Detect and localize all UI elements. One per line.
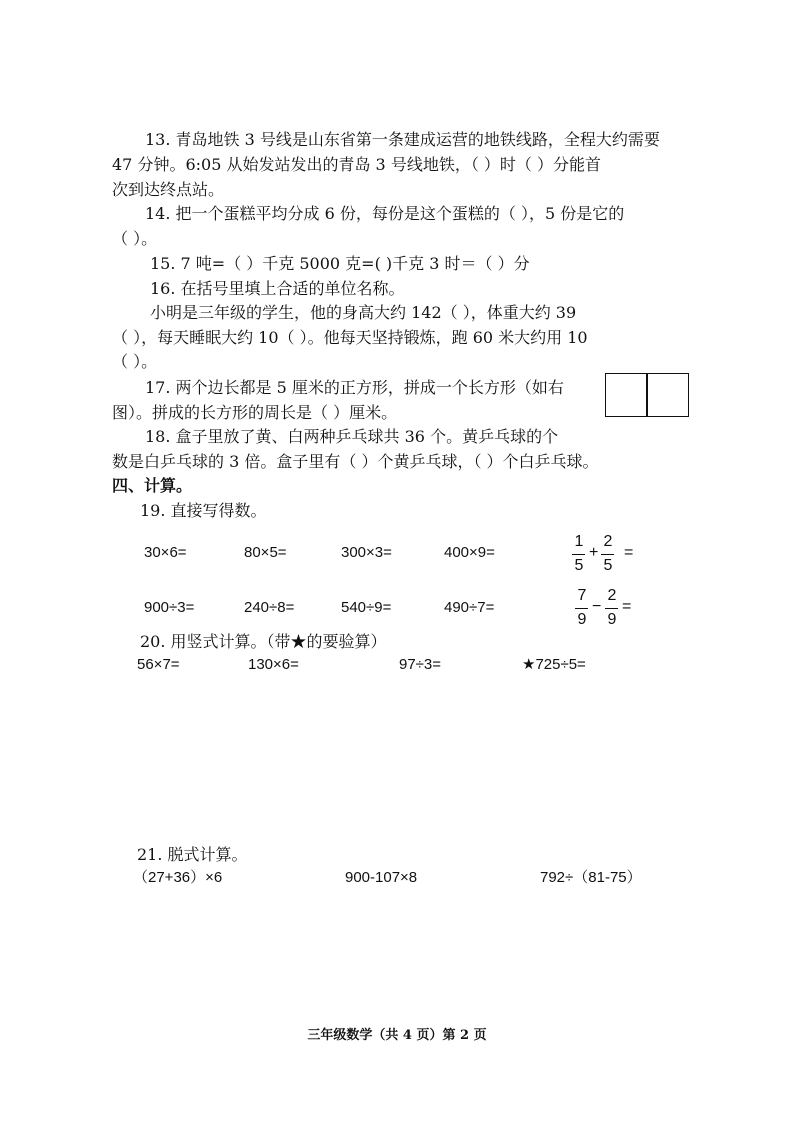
q16-line2: 小明是三年级的学生，他的身高大约 142（ ），体重大约 39 [150,303,577,322]
q20-item-2: 130×6= [248,656,299,673]
q21-item-2: 900-107×8 [345,869,418,886]
frac1-numerator-1: 1 [574,533,584,550]
frac2-bar-2 [605,608,618,609]
page-footer: 三年级数学（共 4 页）第 2 页 [307,1028,487,1043]
q19-r2-c4: 490÷7= [444,599,495,616]
rectangle-divider [646,374,648,416]
frac2-bar-1 [575,608,588,609]
q19-title: 19. 直接写得数。 [140,501,267,520]
q13-line1: 13. 青岛地铁 3 号线是山东省第一条建成运营的地铁线路，全程大约需要 [145,130,660,149]
q18-line2: 数是白乒乓球的 3 倍。盒子里有（ ）个黄乒乓球，（ ）个白乒乓球。 [112,452,599,471]
frac2-denominator-1: 9 [577,611,587,628]
q13-line3: 次到达终点站。 [112,180,225,199]
q20-item-4: ★725÷5= [522,656,586,673]
q14-line1: 14. 把一个蛋糕平均分成 6 份，每份是这个蛋糕的（ ），5 份是它的 [145,204,625,223]
q13-line2: 47 分钟。6:05 从始发站发出的青岛 3 号线地铁，（ ）时（ ）分能首 [112,155,601,174]
q20-item-3: 97÷3= [399,656,442,673]
q19-r2-c2: 240÷8= [244,599,295,616]
frac2-denominator-2: 9 [607,611,617,628]
frac1-operator: + [589,544,599,561]
q19-r1-c4: 400×9= [444,544,495,561]
frac2-equals: = [622,598,632,615]
frac1-numerator-2: 2 [603,533,613,550]
q19-r2-c3: 540÷9= [341,599,392,616]
q16-line4: （ ）。 [112,352,158,371]
q16-line3: （ ），每天睡眠大约 10（ ）。他每天坚持锻炼，跑 60 米大约用 10 [112,328,588,347]
q19-r2-c1: 900÷3= [144,599,195,616]
q19-r1-c1: 30×6= [144,544,187,561]
frac2-numerator-1: 7 [577,587,587,604]
frac2-operator: − [592,598,602,615]
frac1-bar-2 [601,554,614,555]
frac1-equals: = [624,544,634,561]
rectangle-figure [605,373,689,417]
q17-line2: 图）。拼成的长方形的周长是（ ）厘米。 [112,403,398,422]
q18-line1: 18. 盒子里放了黄、白两种乒乓球共 36 个。黄乒乓球的个 [145,427,559,446]
q19-r1-c2: 80×5= [244,544,287,561]
frac1-denominator-1: 5 [574,557,584,574]
frac1-denominator-2: 5 [603,557,613,574]
frac2-numerator-2: 2 [607,587,617,604]
q21-title: 21. 脱式计算。 [137,845,248,864]
q15-line1: 15. 7 吨=（ ）千克 5000 克=( )千克 3 时＝（ ）分 [150,254,530,273]
q14-line2: （ ）。 [112,229,158,248]
q16-line1: 16. 在括号里填上合适的单位名称。 [150,279,405,298]
q17-line1: 17. 两个边长都是 5 厘米的正方形，拼成一个长方形（如右 [145,378,564,397]
q20-item-1: 56×7= [137,656,180,673]
section-heading: 四、计算。 [112,476,193,495]
q21-item-3: 792÷（81-75） [540,869,642,886]
q19-r1-c3: 300×3= [341,544,392,561]
q21-item-1: （27+36）×6 [133,869,223,886]
q20-title: 20. 用竖式计算。（带★的要验算） [140,632,387,651]
frac1-bar-1 [572,554,585,555]
